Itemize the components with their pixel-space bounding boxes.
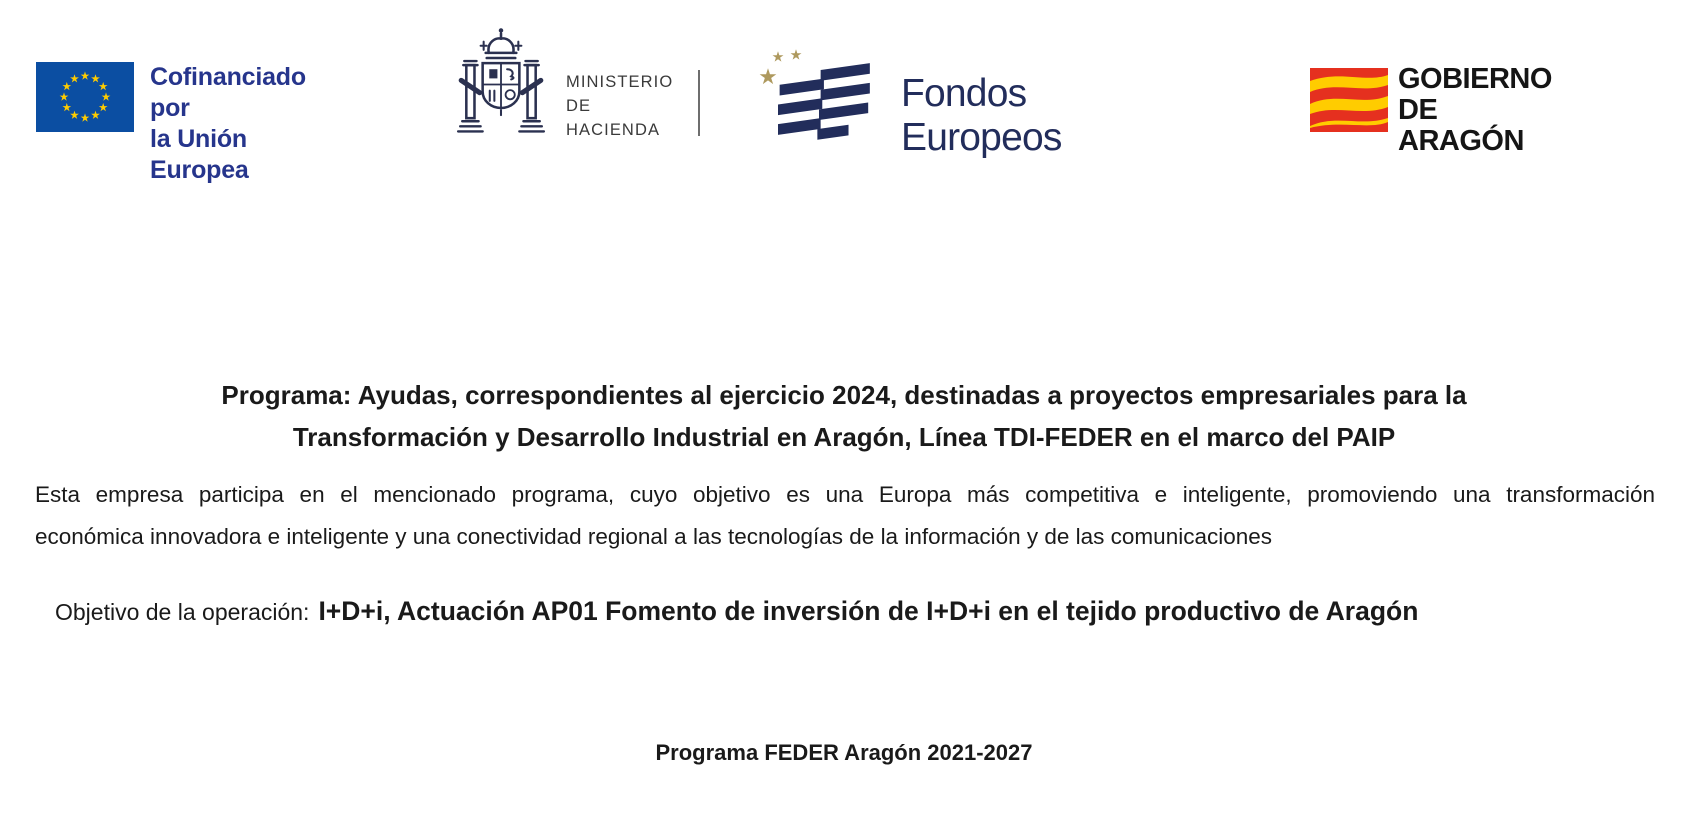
gobierno-aragon-label xyxy=(1398,64,1552,157)
program-description-line1: Esta empresa participa en el mencionado programa, cuyo objetivo es una Europa más competitiva e inteligente, promoviendo una transformación xyxy=(35,482,1655,507)
program-title xyxy=(0,374,1688,458)
ministry-divider xyxy=(698,70,700,136)
eu-flag-icon xyxy=(36,62,134,132)
ministry-name-line2: DE HACIENDA xyxy=(566,97,661,139)
eu-cofinance-label xyxy=(150,62,306,186)
program-description xyxy=(35,474,1655,558)
fondos-europeos-label: Fondos Europeos xyxy=(901,72,1062,159)
gobierno-aragon-label-line2: DE ARAGÓN xyxy=(1398,94,1524,157)
aragon-stripes-icon xyxy=(1310,68,1388,132)
ministry-name xyxy=(566,70,673,142)
objective-label: Objetivo de la operación: xyxy=(55,599,310,625)
eu-cofinance-label-line1: Cofinanciado por xyxy=(150,63,306,122)
fondos-europeos-emblem-icon xyxy=(752,44,887,148)
program-description-line2: económica innovadora e inteligente y una conectividad regional a las tecnologías de la información y de las comunicaciones xyxy=(35,524,1273,549)
spain-coat-of-arms-icon xyxy=(450,26,552,142)
objective-value: I+D+i, Actuación AP01 Fomento de inversión de I+D+i en el tejido productivo de Aragón xyxy=(318,596,1419,626)
operation-objective xyxy=(55,596,1675,627)
program-title-line1: Programa: Ayudas, correspondientes al ejercicio 2024, destinadas a proyectos empresariales para la xyxy=(221,380,1467,410)
program-title-line2: Transformación y Desarrollo Industrial en Aragón, Línea TDI-FEDER en el marco del PAIP xyxy=(292,422,1396,452)
eu-cofinance-label-line2: la Unión Europea xyxy=(150,125,249,184)
gobierno-aragon-label-line1: GOBIERNO xyxy=(1398,63,1552,95)
ministry-name-line1: MINISTERIO xyxy=(566,73,674,91)
program-footer: Programa FEDER Aragón 2021-2027 xyxy=(655,740,1033,765)
